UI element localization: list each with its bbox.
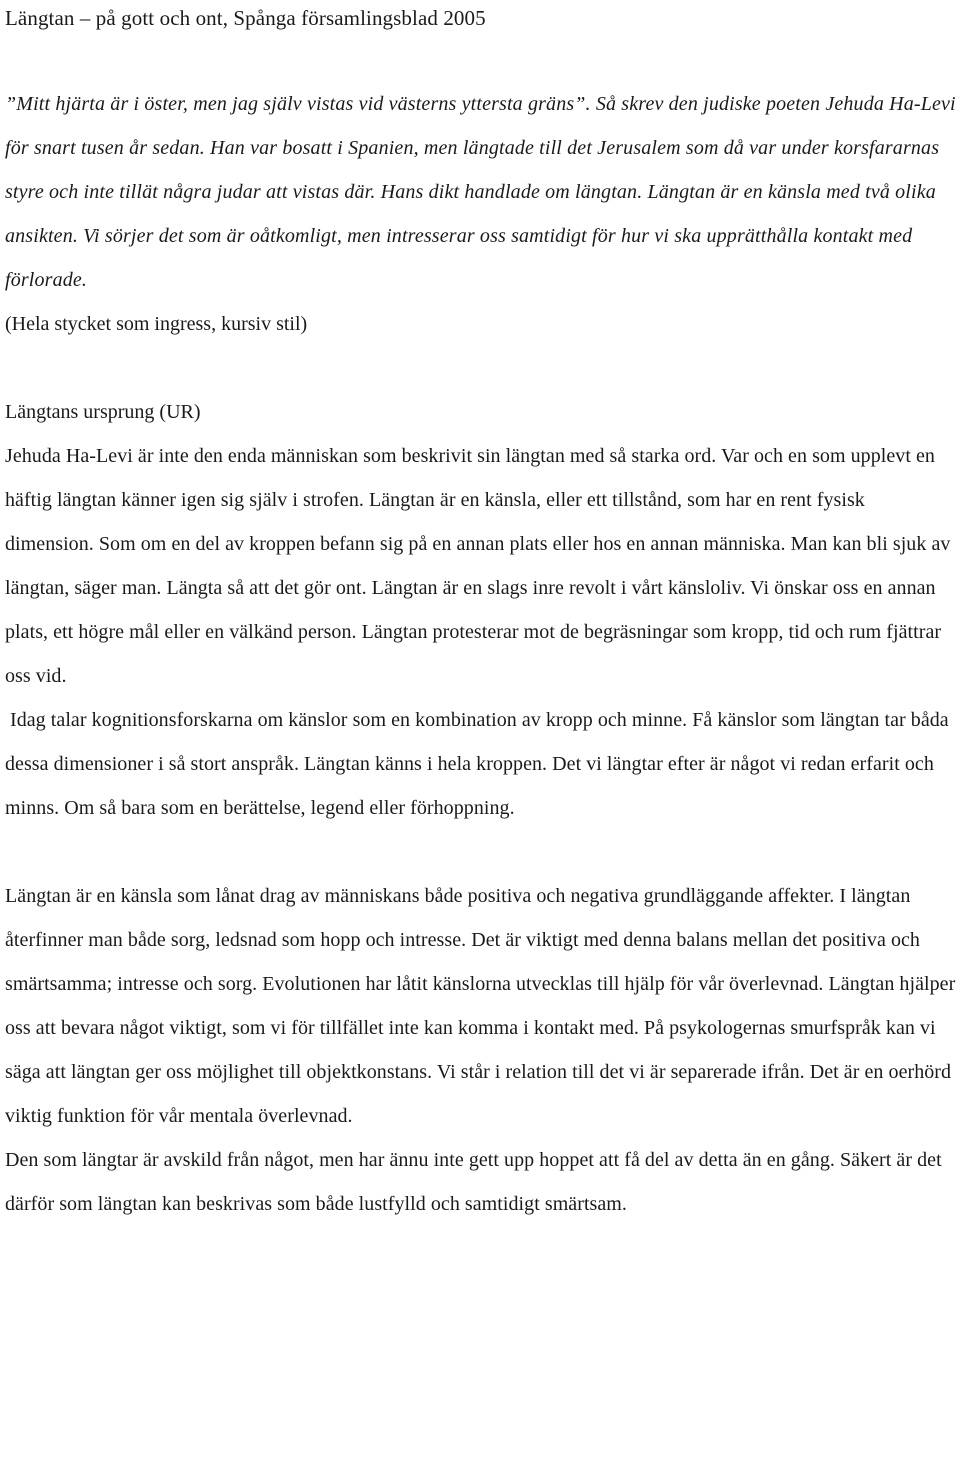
document-title: Längtan – på gott och ont, Spånga församlingsblad 2005 (5, 6, 486, 30)
ingress-paragraph: ”Mitt hjärta är i öster, men jag själv vistas vid västerns yttersta gräns”. Så skrev den judiske poeten Jehuda Ha-Levi för snart tusen år sedan. Han var bosatt i Spanien, men längtade till det Jerusalem som då var under korsfararnas styre och inte tillät några judar att vistas där. Hans dikt handlade om längtan. Längtan är en känsla med två olika ansikten. Vi sörjer det som är oåtkomligt, men intresserar oss samtidigt för hur vi ska upprätthålla kontakt med förlorade. (5, 93, 956, 291)
body-paragraph-1: Jehuda Ha-Levi är inte den enda människan som beskrivit sin längtan med så starka ord. Var och en som upplevt en häftig längtan känner igen sig själv i strofen. Längtan är en känsla, eller ett tillstånd, som har en rent fysisk dimension. Som om en del av kroppen befann sig på en annan plats eller hos en annan människa. Man kan bli sjuk av längtan, säger man. Längta så att det gör ont. Längtan är en slags inre revolt i vårt känsloliv. Vi önskar oss en annan plats, ett högre mål eller en välkänd person. Längtan protesterar mot de begräsningar som kropp, tid och rum fjättrar oss vid. (5, 445, 951, 687)
document-page (5, 0, 957, 1226)
body-paragraph-3: Längtan är en känsla som lånat drag av människans både positiva och negativa grundläggande affekter. I längtan återfinner man både sorg, ledsnad som hopp och intresse. Det är viktigt med denna balans mellan det positiva och smärtsamma; intresse och sorg. Evolutionen har låtit känslorna utvecklas till hjälp för vår överlevnad. Längtan hjälper oss att bevara något viktigt, som vi för tillfället inte kan komma i kontakt med. På psykologernas smurfspråk kan vi säga att längtan ger oss möjlighet till objektkonstans. Vi står i relation till det vi är separerade ifrån. Det är en oerhörd viktig funktion för vår mentala överlevnad. (5, 885, 956, 1127)
section-heading: Längtans ursprung (UR) (5, 401, 201, 423)
ingress-note: (Hela stycket som ingress, kursiv stil) (5, 313, 308, 335)
body-paragraph-4: Den som längtar är avskild från något, men har ännu inte gett upp hoppet att få del av detta än en gång. Säkert är det därför som längtan kan beskrivas som både lustfylld och samtidigt smärtsam. (5, 1149, 942, 1215)
body-paragraph-2: Idag talar kognitionsforskarna om känslor som en kombination av kropp och minne. Få känslor som längtan tar båda dessa dimensioner i så stort anspråk. Längtan känns i hela kroppen. Det vi längtar efter är något vi redan erfarit och minns. Om så bara som en berättelse, legend eller förhoppning. (5, 709, 949, 819)
